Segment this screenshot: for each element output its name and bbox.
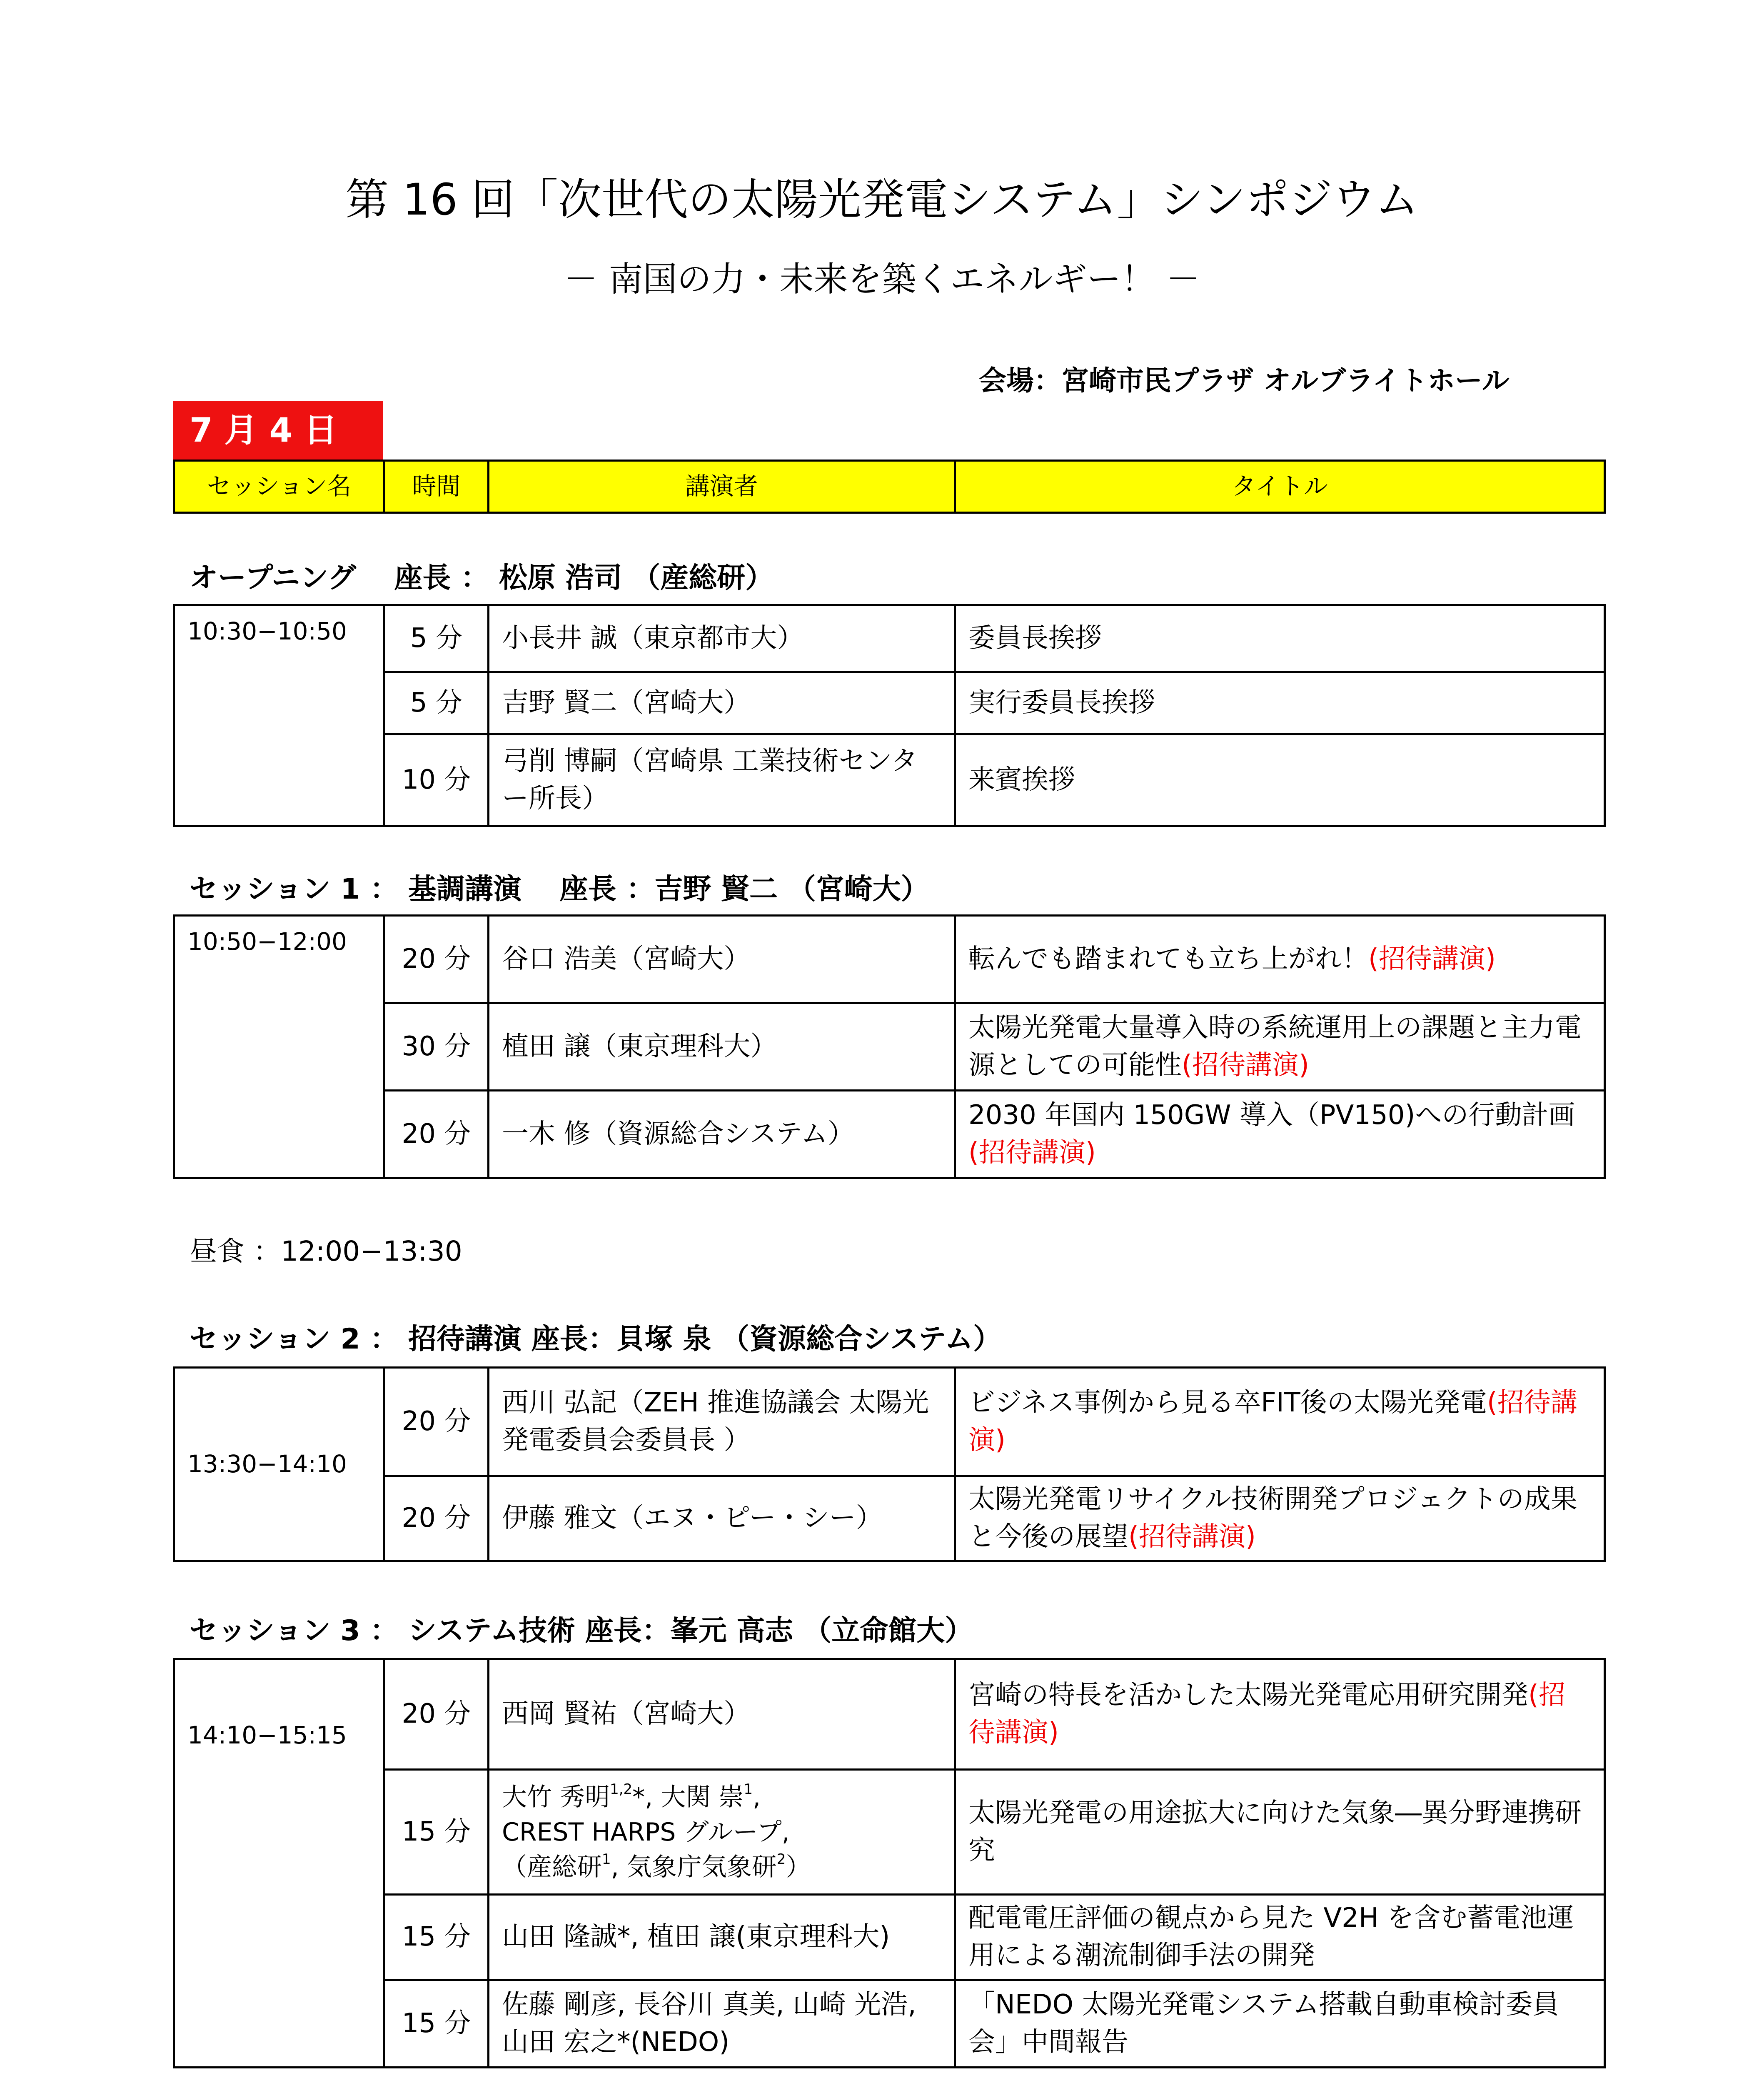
speaker: 伊藤 雅文（エヌ・ピー・シー）: [489, 1476, 955, 1561]
talk-title-text: ビジネス事例から見る卒FIT後の太陽光発電: [968, 1387, 1487, 1418]
speaker-group: CREST HARPS グループ,: [502, 1817, 790, 1847]
duration: 15 分: [384, 1980, 489, 2068]
session3-heading: セッション 3 ： システム技術 座長：峯元 高志 （立命館大）: [190, 1614, 973, 1647]
invited-label: (招待講演): [968, 1137, 1096, 1168]
table-row: [174, 1091, 1605, 1178]
duration: 20 分: [384, 1476, 489, 1561]
speaker: 西岡 賢祐（宮崎大）: [489, 1659, 955, 1770]
session2-table: [173, 1366, 1606, 1562]
lunch-label: 昼食 ：12:00−13:30: [190, 1235, 462, 1267]
speaker: 佐藤 剛彦, 長谷川 真美, 山崎 光浩, 山田 宏之*(NEDO): [489, 1980, 955, 2068]
opening-time: 10:30−10:50: [174, 605, 384, 826]
affiliation-mark: 1,2: [610, 1781, 633, 1798]
session2-time: 13:30−14:10: [174, 1368, 384, 1561]
column-header-session: セッション名: [174, 461, 384, 513]
duration: 10 分: [384, 734, 489, 826]
speaker: 弓削 博嗣（宮崎県 工業技術センター所長）: [489, 734, 955, 826]
affiliation-mark: 2: [776, 1851, 786, 1868]
invited-label: (招待講演): [968, 1387, 1577, 1456]
session1-heading: セッション 1 ： 基調講演 座長 ：吉野 賢二 （宮崎大）: [190, 873, 929, 906]
invited-label: (招待講演): [1128, 1521, 1256, 1552]
duration: 15 分: [384, 1770, 489, 1895]
table-row: [174, 734, 1605, 826]
talk-title-text: 2030 年国内 150GW 導入（PV150)への行動計画: [968, 1099, 1575, 1131]
talk-title: 配電電圧評価の観点から見た V2H を含む蓄電池運用による潮流制御手法の開発: [955, 1895, 1605, 1980]
session3-time: 14:10−15:15: [174, 1659, 384, 2068]
talk-title-text: 宮崎の特長を活かした太陽光発電応用研究開発: [968, 1680, 1528, 1711]
duration: 20 分: [384, 916, 489, 1003]
invited-label: (招待講演): [968, 1680, 1565, 1748]
column-header-title: タイトル: [955, 461, 1605, 513]
table-row: [174, 1368, 1605, 1476]
talk-title-text: 太陽光発電大量導入時の系統運用上の課題と主力電源としての可能性: [968, 1012, 1582, 1081]
table-row: [174, 605, 1605, 672]
session2-heading: セッション 2 ： 招待講演 座長：貝塚 泉 （資源総合システム）: [190, 1323, 1002, 1356]
speaker-name: 大竹 秀明: [502, 1782, 610, 1812]
duration: 20 分: [384, 1368, 489, 1476]
talk-title: [955, 1476, 1605, 1561]
page-title: 第 16 回「次世代の太陽光発電システム」シンポジウム: [345, 174, 1419, 225]
column-header-speaker: 講演者: [489, 461, 955, 513]
duration: 5 分: [384, 672, 489, 734]
talk-title: [955, 1659, 1605, 1770]
talk-title: [955, 1003, 1605, 1091]
speaker: 小長井 誠（東京都市大）: [489, 605, 955, 672]
speaker-name: *, 大関 崇: [632, 1782, 744, 1812]
speaker: 一木 修（資源総合システム）: [489, 1091, 955, 1178]
table-row: [174, 1895, 1605, 1980]
affiliation: ）: [786, 1852, 811, 1882]
invited-label: (招待講演): [1182, 1049, 1309, 1081]
invited-label: (招待講演): [1368, 943, 1496, 974]
table-row: [174, 1770, 1605, 1895]
speaker: [489, 1770, 955, 1895]
affiliation: , 気象庁気象研: [611, 1852, 777, 1882]
talk-title: 「NEDO 太陽光発電システム搭載自動車検討委員会」中間報告: [955, 1980, 1605, 2068]
table-row: [174, 1980, 1605, 2068]
duration: 20 分: [384, 1659, 489, 1770]
session3-table: [173, 1658, 1606, 2068]
date-badge: 7 月 4 日: [173, 401, 383, 460]
duration: 5 分: [384, 605, 489, 672]
affiliation: （産総研: [502, 1852, 602, 1882]
table-row: [174, 1659, 1605, 1770]
talk-title-text: 太陽光発電リサイクル技術開発プロジェクトの成果と今後の展望: [968, 1484, 1577, 1552]
talk-title: [955, 1091, 1605, 1178]
speaker: 谷口 浩美（宮崎大）: [489, 916, 955, 1003]
speaker: 植田 譲（東京理科大）: [489, 1003, 955, 1091]
opening-table: [173, 604, 1606, 827]
duration: 20 分: [384, 1091, 489, 1178]
duration: 15 分: [384, 1895, 489, 1980]
affiliation-mark: 1: [602, 1851, 611, 1868]
talk-title: 太陽光発電の用途拡大に向けた気象―異分野連携研究: [955, 1770, 1605, 1895]
venue-label: 会場：宮崎市民プラザ オルブライトホール: [979, 365, 1510, 397]
table-row: [174, 672, 1605, 734]
talk-title: 来賓挨拶: [955, 734, 1605, 826]
session1-table: [173, 914, 1606, 1179]
table-row: [174, 916, 1605, 1003]
talk-title: [955, 916, 1605, 1003]
session1-time: 10:50−12:00: [174, 916, 384, 1178]
speaker: 山田 隆誠*, 植田 譲(東京理科大): [489, 1895, 955, 1980]
speaker: 西川 弘記（ZEH 推進協議会 太陽光発電委員会委員長 ）: [489, 1368, 955, 1476]
duration: 30 分: [384, 1003, 489, 1091]
column-header-table: [173, 460, 1606, 514]
talk-title: [955, 1368, 1605, 1476]
table-row: [174, 1003, 1605, 1091]
table-row: [174, 1476, 1605, 1561]
speaker: 吉野 賢二（宮崎大）: [489, 672, 955, 734]
opening-heading: オープニング 座長 ： 松原 浩司 （産総研）: [190, 562, 774, 594]
affiliation-mark: 1: [744, 1781, 753, 1798]
page-subtitle: － 南国の力・未来を築くエネルギー！ －: [564, 260, 1200, 299]
separator: ,: [753, 1782, 761, 1812]
column-header-time: 時間: [384, 461, 489, 513]
talk-title-text: 転んでも踏まれても立ち上がれ！: [968, 943, 1368, 974]
talk-title: 実行委員長挨拶: [955, 672, 1605, 734]
talk-title: 委員長挨拶: [955, 605, 1605, 672]
